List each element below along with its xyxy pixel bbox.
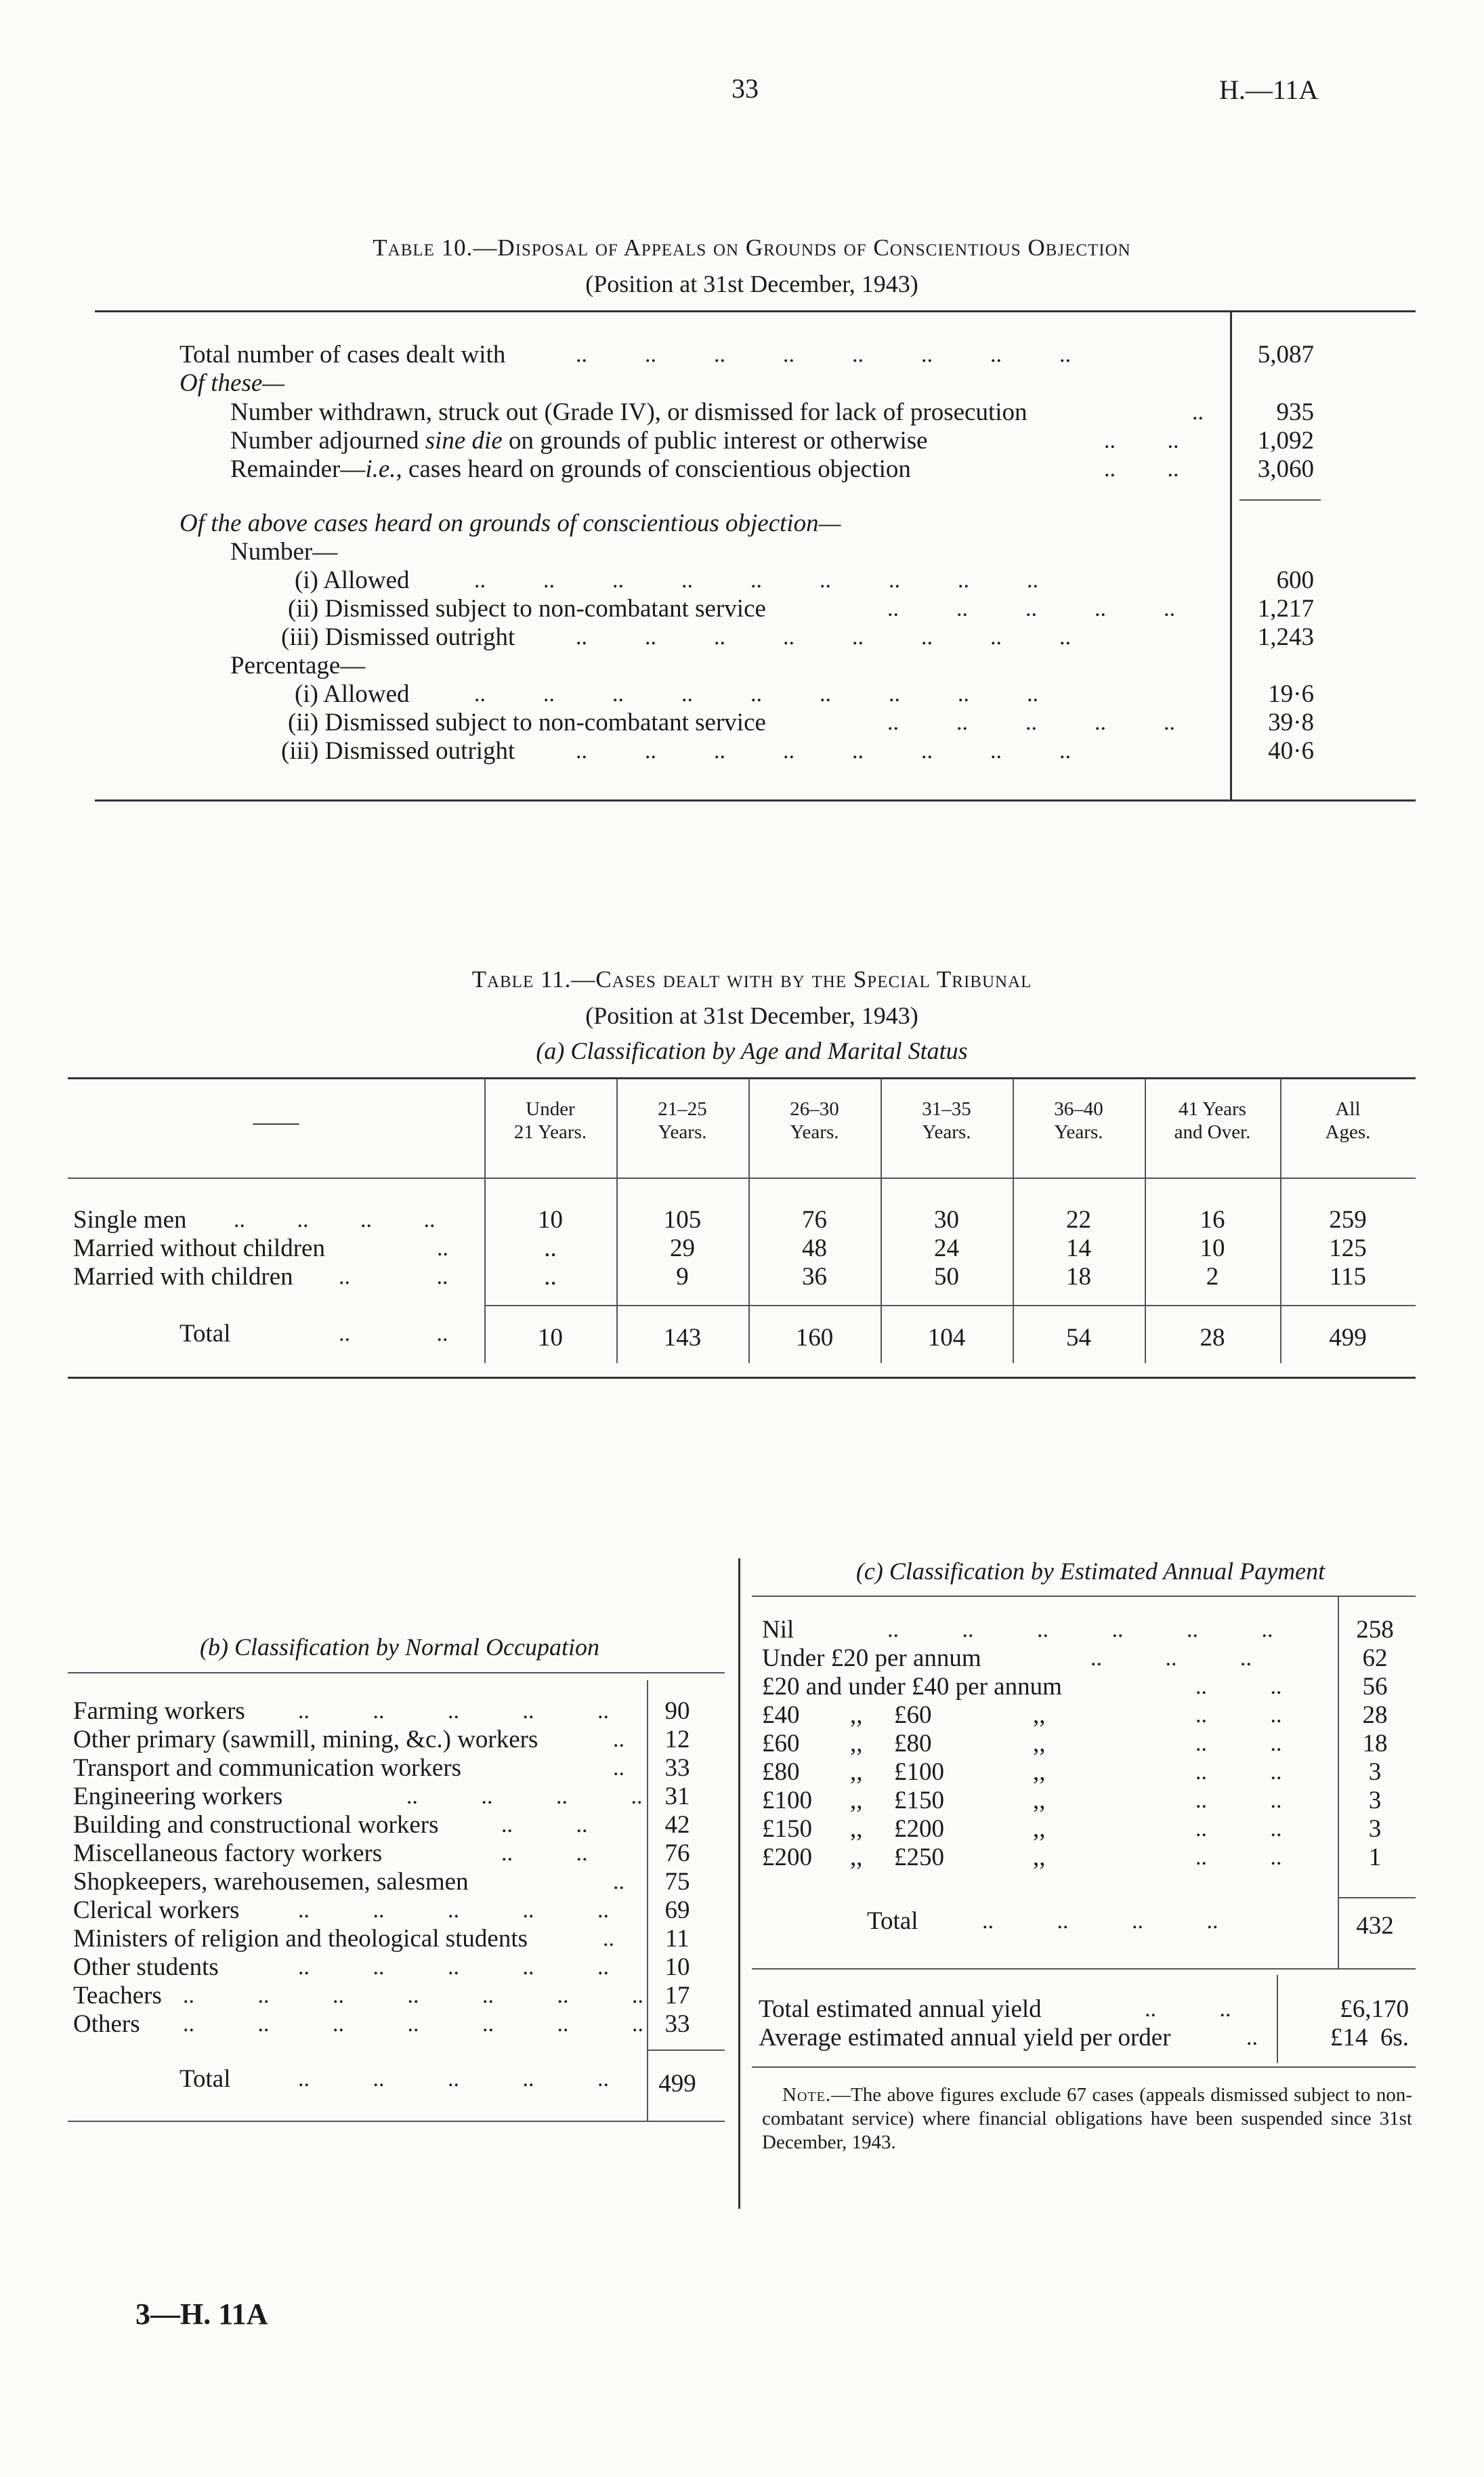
t10-row-remainder-value: 3,060	[1257, 455, 1314, 483]
t11-row-total-label: Total	[179, 1320, 231, 1348]
b-row-value: 90	[664, 1697, 690, 1725]
section-b-value-rule	[647, 1680, 648, 2121]
t10-row-adjourned-label: Number adjourned sine die on grounds of public interest or otherwise	[230, 427, 928, 455]
t11-cell: ..	[544, 1263, 557, 1291]
c-row-leader: .. ..	[1195, 1788, 1282, 1813]
t10-pct-noncombatant-label: (ii) Dismissed subject to non-combatant service	[288, 709, 766, 736]
b-row-value: 33	[664, 1754, 690, 1782]
table-11a-heading: (a) Classification by Age and Marital Status	[536, 1037, 968, 1064]
section-b-title: (b) Classification by Normal Occupation	[200, 1633, 599, 1661]
c-note-label: Note.	[782, 2084, 832, 2106]
page-number: 33	[732, 73, 759, 104]
t10-number-allowed-leader: .. .. .. .. .. .. .. .. ..	[474, 568, 1038, 593]
table-11-bottom-rule	[68, 1377, 1416, 1379]
c-row-value: 62	[1362, 1644, 1388, 1672]
t10-number-outright-leader: .. .. .. .. .. .. .. ..	[576, 625, 1071, 650]
table-10-top-rule	[95, 310, 1416, 312]
c-ditto-to: £200	[894, 1815, 944, 1843]
b-row-leader: .. .. .. .. ..	[298, 1898, 609, 1923]
c-yield-total-label: Total estimated annual yield	[759, 1995, 1042, 2023]
t10-number-noncombatant-label: (ii) Dismissed subject to non-combatant service	[288, 595, 766, 623]
c-note-text: —The above figures exclude 67 cases (appeals dismissed subject to non-combatant service) where financial obligations have been suspended since 31st December, 1943.	[762, 2084, 1412, 2153]
b-total-value: 499	[658, 2070, 696, 2098]
c-ditto-mark: ,,	[1033, 1844, 1046, 1871]
c-ditto-to: £60	[894, 1701, 932, 1729]
c-total-label: Total	[867, 1907, 918, 1935]
c-ditto-mark: ,,	[1033, 1758, 1046, 1786]
c-ditto-from: £100	[762, 1787, 812, 1814]
c-ditto-to: £80	[894, 1730, 932, 1757]
c-note	[762, 2083, 1412, 2155]
b-row-value: 10	[664, 1953, 690, 1981]
table-10-value-column-rule	[1230, 312, 1232, 799]
b-row-leader: ..	[613, 1727, 624, 1752]
b-row-label: Ministers of religion and theological students	[73, 1925, 528, 1953]
b-row-label: Other students	[73, 1953, 219, 1981]
t11-total-cell: 104	[927, 1324, 966, 1352]
t11-cell: 24	[934, 1234, 959, 1262]
t10-heard-heading: Of the above cases heard on grounds of conscientious objection—	[179, 509, 841, 537]
t11-total-cell: 54	[1066, 1324, 1091, 1352]
t10-subtotal-rule	[1239, 499, 1321, 501]
b-row-label: Others	[73, 2010, 140, 2038]
b-row-value: 11	[665, 1925, 690, 1953]
c-ditto-mark: ,,	[850, 1787, 863, 1814]
b-row-value: 42	[664, 1811, 690, 1839]
b-row-leader: .. ..	[501, 1841, 588, 1866]
t10-row-remainder-label: Remainder—i.e., cases heard on grounds of conscientious objection	[230, 455, 911, 483]
table-10-subtitle: (Position at 31st December, 1943)	[585, 270, 918, 297]
t10-number-allowed-label: (i) Allowed	[295, 566, 410, 594]
t11-col-36-40-header: 36–40 Years.	[1054, 1098, 1103, 1143]
t11-cell: 29	[670, 1234, 695, 1262]
b-row-label: Clerical workers	[73, 1896, 240, 1924]
c-yield-avg-leader: ..	[1246, 2025, 1258, 2050]
t10-row-adjourned-value: 1,092	[1257, 427, 1314, 455]
section-b-top-rule	[68, 1672, 725, 1673]
t11-col-31-35-header: 31–35 Years.	[922, 1098, 971, 1143]
c-ditto-to: £100	[894, 1758, 944, 1786]
t11-cell: 10	[538, 1206, 563, 1234]
table-11-title: Table 11.—Cases dealt with by the Special Tribunal	[471, 966, 1032, 993]
c-row-leader: .. ..	[1195, 1845, 1282, 1870]
c-total-leader: .. .. .. ..	[982, 1909, 1218, 1934]
t11-cell: 76	[802, 1206, 827, 1234]
c-row-leader: .. .. ..	[1090, 1646, 1252, 1671]
c-row-value: 3	[1368, 1815, 1382, 1843]
c-row-value: 18	[1362, 1730, 1388, 1757]
t10-number-heading: Number—	[230, 538, 338, 566]
c-yield-avg-value: £14 6s.	[1330, 2024, 1409, 2052]
t10-number-outright-label: (iii) Dismissed outright	[281, 623, 515, 651]
t11-cell: 36	[802, 1263, 827, 1291]
t10-number-allowed-value: 600	[1276, 566, 1314, 594]
b-total-label: Total	[179, 2065, 231, 2093]
t11-header-rule	[68, 1178, 1416, 1179]
section-c-yield-value-rule	[1277, 1975, 1278, 2063]
t11-cell: 14	[1066, 1234, 1091, 1262]
b-row-label: Engineering workers	[73, 1783, 283, 1810]
document-reference: H.—11A	[1219, 75, 1319, 105]
t11-cell: 50	[934, 1263, 959, 1291]
t11-subtotal-rule	[484, 1305, 1416, 1306]
t10-number-outright-value: 1,243	[1257, 623, 1314, 651]
b-row-label: Transport and communication workers	[73, 1754, 462, 1782]
c-ditto-mark: ,,	[850, 1701, 863, 1729]
c-ditto-from: £40	[762, 1701, 800, 1729]
t11-col-26-30-header: 26–30 Years.	[790, 1098, 839, 1143]
t11-total-cell: 143	[663, 1324, 702, 1352]
t10-number-noncombatant-leader: .. .. .. .. ..	[887, 596, 1175, 621]
t11-cell: 125	[1329, 1234, 1367, 1262]
t10-pct-outright-value: 40·6	[1268, 737, 1314, 765]
t10-row-withdrawn-value: 935	[1276, 398, 1314, 426]
section-c-value-rule	[1338, 1597, 1339, 1970]
t11-col-41-over-header: 41 Years and Over.	[1174, 1098, 1251, 1143]
t10-row-remainder-leader: .. ..	[1104, 457, 1179, 482]
c-ditto-mark: ,,	[1033, 1730, 1046, 1757]
b-total-leader: .. .. .. .. ..	[298, 2066, 609, 2091]
footer-signature: 3—H. 11A	[135, 2297, 268, 2331]
t11-total-cell: 160	[795, 1324, 834, 1352]
b-c-divider	[738, 1558, 740, 2209]
b-row-value: 17	[664, 1982, 690, 2010]
c-row-value: 3	[1368, 1787, 1382, 1814]
table-11-subtitle: (Position at 31st December, 1943)	[585, 1002, 918, 1029]
t11-col-stub-header: ——	[253, 1110, 299, 1135]
c-ditto-from: £60	[762, 1730, 800, 1757]
c-ditto-mark: ,,	[1033, 1787, 1046, 1814]
t11-cell: 30	[934, 1206, 959, 1234]
t10-pct-outright-label: (iii) Dismissed outright	[281, 737, 515, 765]
t11-col-under21-header: Under 21 Years.	[513, 1098, 587, 1143]
t10-row-withdrawn-label: Number withdrawn, struck out (Grade IV), or dismissed for lack of prosecution	[230, 398, 1027, 426]
b-row-leader: ..	[613, 1869, 624, 1894]
c-total-value: 432	[1356, 1912, 1394, 1940]
t10-percentage-heading: Percentage—	[230, 652, 366, 680]
t10-pct-allowed-leader: .. .. .. .. .. .. .. .. ..	[474, 682, 1038, 707]
c-yield-total-leader: .. ..	[1145, 1997, 1231, 2022]
c-ditto-mark: ,,	[1033, 1815, 1046, 1843]
b-row-label: Building and constructional workers	[73, 1811, 439, 1839]
c-row-leader: .. ..	[1195, 1703, 1282, 1728]
table-11-top-rule	[68, 1077, 1416, 1079]
t10-row-total-value: 5,087	[1257, 341, 1314, 369]
c-ditto-mark: ,,	[850, 1815, 863, 1843]
t11-cell: 10	[1200, 1234, 1225, 1262]
t11-cell: 259	[1329, 1206, 1367, 1234]
c-row-leader: .. ..	[1195, 1760, 1282, 1785]
b-row-leader: ..	[613, 1755, 624, 1781]
c-row-label: Nil	[762, 1616, 794, 1644]
c-ditto-to: £250	[894, 1844, 944, 1871]
t11-cell: 48	[802, 1234, 827, 1262]
t10-row-withdrawn-leader: ..	[1192, 400, 1204, 425]
t10-row-total-leader: .. .. .. .. .. .. .. ..	[576, 342, 1071, 367]
c-ditto-to: £150	[894, 1787, 944, 1814]
t11-row-single-label: Single men	[73, 1206, 187, 1234]
c-row-value: 258	[1356, 1616, 1394, 1644]
b-row-leader: .. .. .. ..	[406, 1784, 643, 1809]
c-row-value: 3	[1368, 1758, 1382, 1786]
t11-cell: ..	[544, 1234, 557, 1262]
table-10-bottom-rule	[95, 799, 1416, 802]
b-row-leader: .. .. .. .. ..	[298, 1699, 609, 1724]
table-10-title: Table 10.—Disposal of Appeals on Grounds of Conscientious Objection	[373, 234, 1131, 261]
b-row-label: Farming workers	[73, 1697, 245, 1725]
t11-col-all-ages-header: All Ages.	[1325, 1098, 1371, 1143]
c-ditto-mark: ,,	[1033, 1701, 1046, 1729]
c-yield-total-value: £6,170	[1340, 1995, 1409, 2023]
b-row-value: 31	[664, 1783, 690, 1810]
b-row-label: Shopkeepers, warehousemen, salesmen	[73, 1868, 469, 1896]
t11-total-cell: 10	[538, 1324, 563, 1352]
section-b-subtotal-rule	[647, 2049, 725, 2051]
section-b-bottom-rule	[68, 2121, 725, 2122]
b-row-leader: .. .. .. .. ..	[298, 1955, 609, 1980]
b-row-label: Teachers	[73, 1982, 162, 2010]
b-row-value: 12	[664, 1726, 690, 1753]
c-row-label: £20 and under £40 per annum	[762, 1673, 1062, 1701]
t11-row-total-leader: .. ..	[339, 1321, 448, 1346]
c-row-value: 56	[1362, 1673, 1388, 1701]
t10-number-noncombatant-value: 1,217	[1257, 595, 1314, 623]
c-ditto-mark: ,,	[850, 1758, 863, 1786]
b-row-value: 76	[664, 1839, 690, 1867]
c-ditto-mark: ,,	[850, 1730, 863, 1757]
t10-pct-noncombatant-leader: .. .. .. .. ..	[887, 710, 1175, 735]
c-row-leader: .. ..	[1195, 1731, 1282, 1756]
c-ditto-from: £80	[762, 1758, 800, 1786]
t11-col-21-25-header: 21–25 Years.	[658, 1098, 707, 1143]
t10-pct-allowed-label: (i) Allowed	[295, 680, 410, 708]
b-row-leader: .. ..	[501, 1812, 588, 1837]
section-c-subtotal-rule	[1338, 1897, 1416, 1898]
t11-cell: 18	[1066, 1263, 1091, 1291]
section-c-yield-bottom-rule	[752, 2066, 1416, 2068]
c-row-leader: .. ..	[1195, 1674, 1282, 1699]
t11-cell: 16	[1200, 1206, 1225, 1234]
t11-cell: 2	[1206, 1263, 1219, 1291]
c-ditto-from: £150	[762, 1815, 812, 1843]
t10-of-these: Of these—	[179, 369, 285, 397]
t11-cell: 9	[676, 1263, 689, 1291]
t10-pct-noncombatant-value: 39·8	[1268, 709, 1314, 736]
t11-total-cell: 499	[1329, 1324, 1367, 1352]
b-row-leader: .. .. .. .. .. .. ..	[183, 1983, 643, 2008]
t10-pct-outright-leader: .. .. .. .. .. .. .. ..	[576, 738, 1071, 764]
t11-cell: 22	[1066, 1206, 1091, 1234]
c-ditto-mark: ,,	[850, 1844, 863, 1871]
t11-row-married-without-label: Married without children	[73, 1234, 325, 1262]
t10-row-adjourned-leader: .. ..	[1104, 428, 1179, 453]
b-row-leader: ..	[603, 1926, 614, 1951]
b-row-value: 75	[664, 1868, 690, 1896]
t11-total-cell: 28	[1200, 1324, 1225, 1352]
section-c-top-rule	[752, 1596, 1416, 1597]
section-c-title: (c) Classification by Estimated Annual Payment	[855, 1558, 1326, 1585]
b-row-leader: .. .. .. .. .. .. ..	[183, 2012, 643, 2037]
c-row-leader: .. .. .. .. .. ..	[887, 1617, 1273, 1642]
t10-row-total-label: Total number of cases dealt with	[179, 341, 506, 369]
c-row-value: 28	[1362, 1701, 1388, 1729]
c-row-value: 1	[1368, 1844, 1382, 1871]
t11-row-married-with-label: Married with children	[73, 1263, 293, 1291]
t11-cell: 115	[1329, 1263, 1367, 1291]
b-row-label: Miscellaneous factory workers	[73, 1839, 383, 1867]
t11-cell: 105	[663, 1206, 702, 1234]
c-yield-avg-label: Average estimated annual yield per order	[759, 2024, 1171, 2052]
t11-row-married-without-leader: ..	[437, 1236, 448, 1261]
c-ditto-from: £200	[762, 1844, 812, 1871]
c-row-leader: .. ..	[1195, 1816, 1282, 1841]
t10-pct-allowed-value: 19·6	[1268, 680, 1314, 708]
t11-row-married-with-leader: .. ..	[339, 1264, 448, 1289]
b-row-label: Other primary (sawmill, mining, &c.) workers	[73, 1726, 538, 1753]
b-row-value: 33	[664, 2010, 690, 2038]
t11-row-single-leader: .. .. .. ..	[234, 1207, 436, 1232]
section-c-yield-rule	[752, 1968, 1416, 1970]
c-row-label: Under £20 per annum	[762, 1644, 981, 1672]
b-row-value: 69	[664, 1896, 690, 1924]
